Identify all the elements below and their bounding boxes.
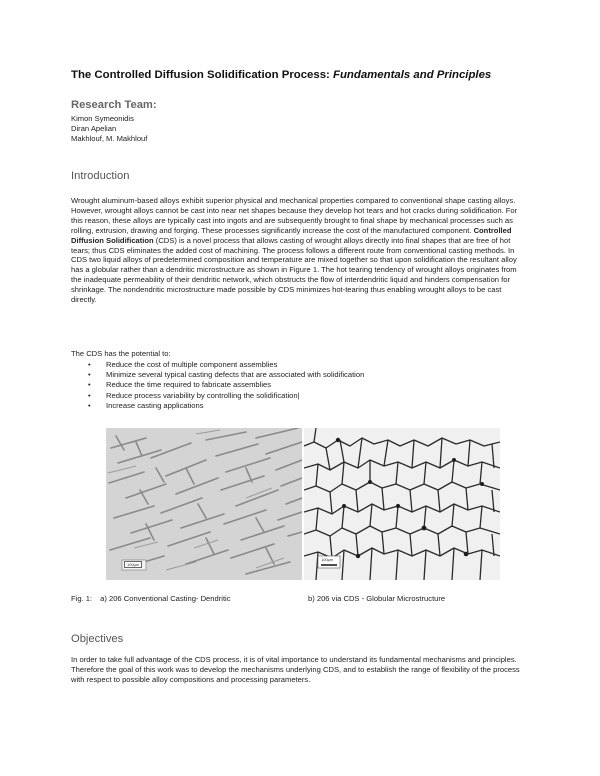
figure-label: Fig. 1: <box>71 594 93 603</box>
figure-caption-b: b) 206 via CDS - Globular Microstructure <box>308 594 446 603</box>
list-item: • Reduce process variability by controlling the solidification| <box>88 391 364 401</box>
list-item: • Reduce the cost of multiple component assemblies <box>88 360 364 370</box>
objectives-paragraph: In order to take full advantage of the CDS process, it is of vital importance to understand its fundamental mechanisms and principles. Therefore the goal of this work was to develop the mechanisms underlying CDS, and to establish the range of flexibility of the process with respect to possible alloy compositions and processing parameters. <box>71 655 520 684</box>
introduction-paragraph <box>71 196 529 305</box>
title-italic: Fundamentals and Principles <box>333 69 492 81</box>
team-member: Kimon Symeonidis <box>71 114 134 123</box>
scale-label-a: 100µm <box>124 561 142 568</box>
team-member: Diran Apelian <box>71 124 117 134</box>
research-team-list <box>71 114 147 145</box>
figure-caption-a <box>71 594 231 603</box>
objectives-heading: Objectives <box>71 633 124 645</box>
potential-intro: The CDS has the potential to: <box>71 349 171 358</box>
introduction-heading: Introduction <box>71 170 130 182</box>
scale-label-b: 100µm <box>321 557 334 562</box>
title-main: The Controlled Diffusion Solidification Process: <box>71 69 334 81</box>
caption-a-text: a) 206 Conventional Casting- Dendritic <box>100 594 231 603</box>
intro-text-bold: Controlled Diffusion Solidification <box>71 225 512 245</box>
list-item: • Minimize several typical casting defects that are associated with solidification <box>88 370 364 380</box>
list-item: • Increase casting applications <box>88 401 364 411</box>
globular-micrograph <box>304 428 500 580</box>
intro-text-b: (CDS) is a novel process that allows casting of wrought alloys directly into final shapes that are free of hot tears; thus CDS eliminates the added cost of machining. The process follows a different route from conventional casting methods. In CDS two liquid alloys of predetermined composition and temperature are mixed together so that upon solidification the resultant alloy has a globular rather than a dendritic microstructure as shown in Figure 1. The hot tearing tendency of wrought alloys originates from the inadequate permeability of their dendritic network, which obstructs the flow of interdendritic liquid and hinders compensation for shrinkage. The nondendritic microstructure made possible by CDS minimizes hot-tearing thus enabling wrought alloys to be cast directly. <box>71 235 517 305</box>
dendritic-micrograph <box>106 428 302 580</box>
dendritic-texture <box>106 428 302 580</box>
potential-list <box>88 360 364 411</box>
team-member: Makhlouf, M. Makhlouf <box>71 134 148 144</box>
research-team-heading: Research Team: <box>71 99 157 111</box>
list-item: • Reduce the time required to fabricate assemblies <box>88 380 364 390</box>
document-title <box>71 69 541 81</box>
intro-text-a: Wrought aluminum-based alloys exhibit superior physical and mechanical properties compared to conventional shape casting alloys. However, wrought alloys cannot be cast into near net shapes because they develop hot tears and hot cracks during solidification. For this reason, these alloys are typically cast into ingots and are subsequently brought to final shape by mechanical processes such as rolling, extrusion, drawing and forging. These processes significantly increase the cost of the manufactured component. <box>71 196 518 235</box>
